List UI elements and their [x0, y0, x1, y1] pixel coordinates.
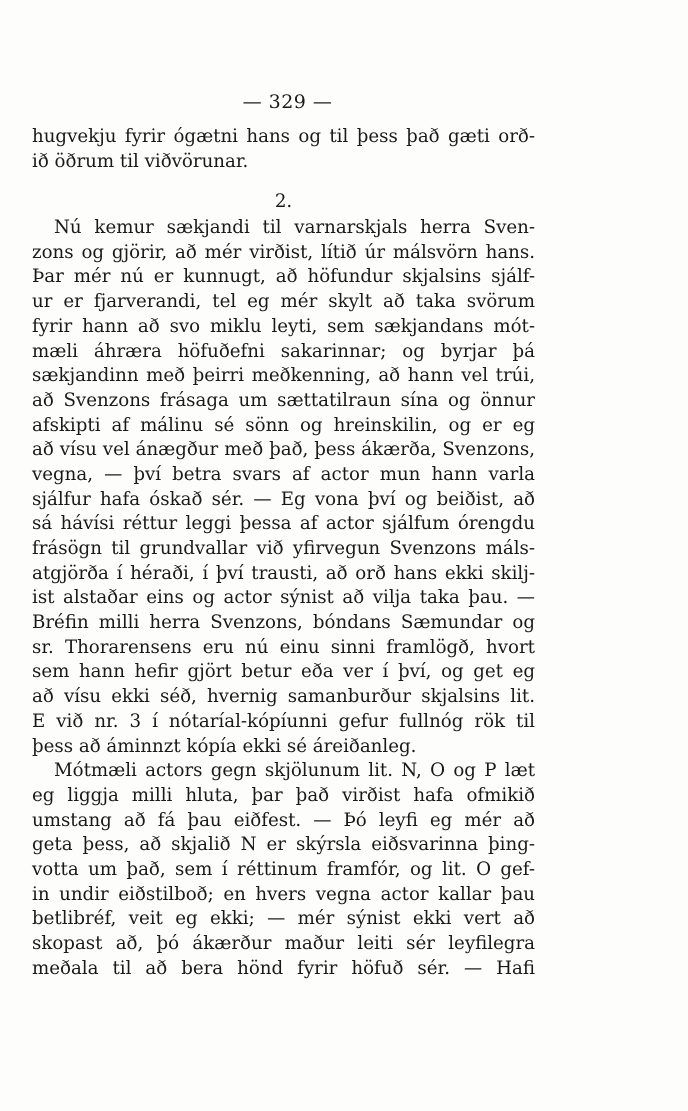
- text-line: þess að áminnzt kópía ekki sé áreiðanleg.: [32, 735, 417, 757]
- text-line: atgjörða í héraði, í því trausti, að orð hans ekki skilj-: [32, 562, 535, 584]
- text-line: zons og gjörir, að mér virðist, lítið úr málsvörn hans.: [32, 241, 535, 263]
- text-line: sjálfur hafa óskað sér. — Eg vona því og beiðist, að: [32, 488, 535, 510]
- text-line: geta þess, að skjalið N er skýrsla eiðsvarinna þing-: [32, 834, 535, 856]
- paragraph-2: [32, 216, 535, 759]
- text-line: ið öðrum til viðvörunar.: [32, 150, 249, 172]
- text-line: votta um það, sem í réttinum framfór, og lit. O gef-: [32, 858, 535, 880]
- body-text: [32, 125, 535, 981]
- text-line: in undir eiðstilboð; en hvers vegna actor kallar þau: [32, 883, 535, 905]
- text-line: meðala til að bera hönd fyrir höfuð sér. — Hafi: [32, 957, 535, 979]
- text-line: vegna, — því betra svars af actor mun hann varla: [32, 463, 535, 485]
- text-line: að vísu ekki séð, hvernig samanburður skjalsins lit.: [32, 686, 535, 708]
- text-line: E við nr. 3 í nótaríal-kópíunni gefur fullnóg rök til: [32, 710, 535, 732]
- text-line: skopast að, þó ákærður maður leiti sér leyfilegra: [32, 933, 535, 954]
- text-line: fyrir hann að svo miklu leyti, sem sækjandans mót-: [32, 315, 535, 337]
- text-line: Nú kemur sækjandi til varnarskjals herra Sven-: [54, 217, 535, 239]
- text-line: afskipti af málinu sé sönn og hreinskilin, og er eg: [32, 414, 535, 436]
- paragraph-3: [32, 759, 535, 981]
- text-line: sr. Thorarensens eru nú einu sinni framlögð, hvort: [32, 636, 535, 658]
- text-line: hugvekju fyrir ógætni hans og til þess það gæti orð-: [32, 126, 535, 147]
- text-line: Mótmæli actors gegn skjölunum lit. N, O og P læt: [54, 760, 535, 782]
- text-line: sem hann hefir gjört betur eða ver í því, og get eg: [32, 661, 535, 683]
- text-line: að vísu vel ánægður með það, þess ákærða, Svenzons,: [32, 439, 535, 461]
- text-line: sá hávísi réttur leggi þessa af actor sjálfum órengdu: [32, 513, 535, 535]
- text-line: að Svenzons frásaga um sættatilraun sína og önnur: [32, 389, 535, 411]
- text-line: sækjandinn með þeirri meðkenning, að hann vel trúi,: [32, 365, 535, 387]
- text-line: umstang að fá þau eiðfest. — Þó leyfi eg mér að: [32, 809, 535, 831]
- text-line: Bréfin milli herra Svenzons, bóndans Sæmundar og: [32, 612, 535, 634]
- section-number: 2.: [274, 191, 293, 213]
- paragraph-1: [32, 125, 535, 174]
- page-number: — 329 —: [242, 91, 333, 113]
- text-line: betlibréf, veit eg ekki; — mér sýnist ekki vert að: [32, 908, 535, 930]
- text-line: eg liggja milli hluta, þar það virðist hafa ofmikið: [32, 784, 535, 806]
- text-line: ist alstaðar eins og actor sýnist að vilja taka þau. —: [32, 587, 535, 609]
- text-line: Þar mér nú er kunnugt, að höfundur skjalsins sjálf-: [32, 266, 535, 288]
- text-line: frásögn til grundvallar við yfirvegun Svenzons máls-: [32, 538, 535, 559]
- text-line: mæli áhræra höfuðefni sakarinnar; og byrjar þá: [32, 340, 535, 362]
- text-line: ur er fjarverandi, tel eg mér skylt að taka svörum: [32, 291, 535, 313]
